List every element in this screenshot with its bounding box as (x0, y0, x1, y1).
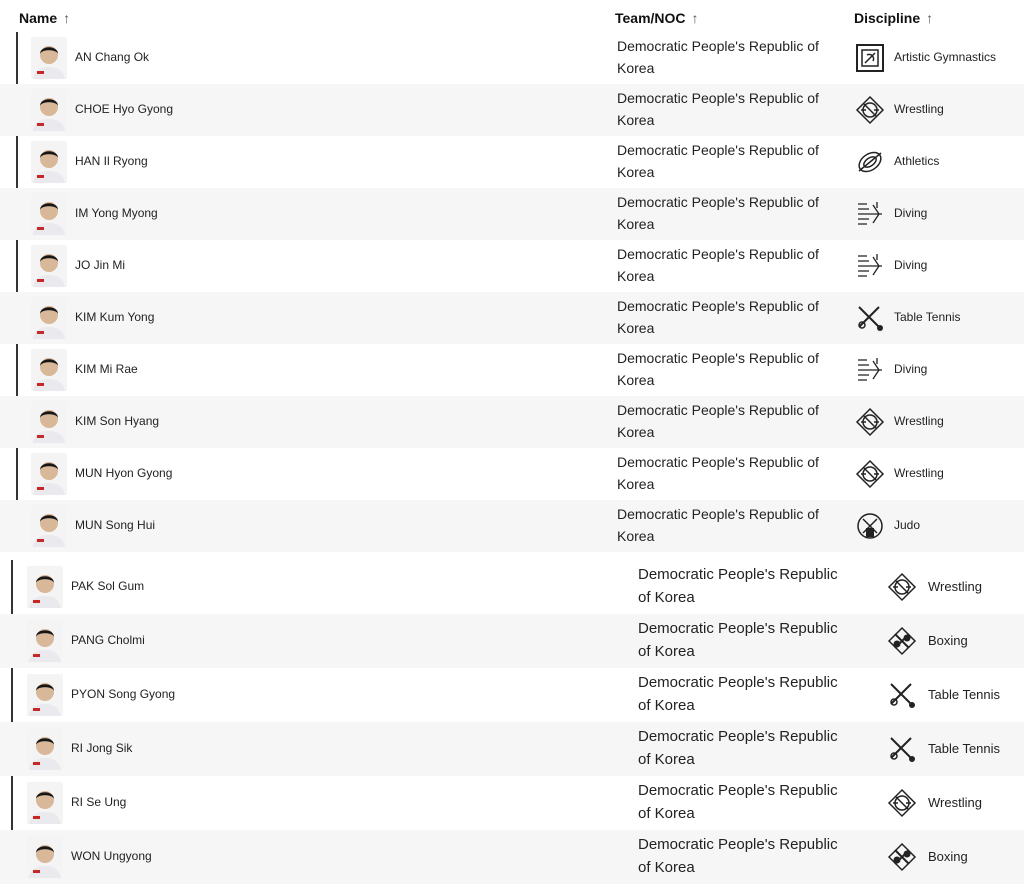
discipline-name: Diving (894, 206, 928, 220)
table-tennis-icon (855, 303, 885, 333)
row-marker-bar (16, 240, 18, 292)
discipline-name: Table Tennis (894, 310, 961, 324)
table-row[interactable] (0, 396, 1024, 448)
wrestling-icon (855, 407, 885, 437)
discipline-column-header[interactable] (854, 10, 933, 26)
table-row[interactable] (0, 668, 1024, 722)
discipline-name: Athletics (894, 154, 940, 168)
discipline-name: Wrestling (928, 795, 982, 810)
wrestling-icon (887, 572, 917, 602)
discipline-name: Wrestling (928, 579, 982, 594)
athlete-name[interactable]: MUN Song Hui (75, 518, 156, 532)
row-marker-bar (16, 344, 18, 396)
artistic-gymnastics-icon (855, 43, 885, 73)
athlete-avatar (31, 245, 67, 287)
row-marker-bar (16, 136, 18, 188)
athlete-name[interactable]: IM Yong Myong (75, 206, 158, 220)
table-row[interactable] (0, 84, 1024, 136)
athlete-avatar (27, 674, 63, 716)
athlete-name[interactable]: HAN Il Ryong (75, 154, 148, 168)
team-noc: Democratic People's Republic of Korea (617, 142, 819, 180)
discipline-header-label: Discipline (854, 10, 921, 26)
wrestling-icon (887, 788, 917, 818)
table-row[interactable] (0, 240, 1024, 292)
athlete-avatar (31, 349, 67, 391)
table-row[interactable] (0, 344, 1024, 396)
team-noc: Democratic People's Republic of Korea (638, 674, 838, 714)
athlete-avatar (31, 37, 67, 79)
athlete-name[interactable]: PANG Cholmi (71, 633, 145, 647)
discipline-name: Diving (894, 258, 928, 272)
athlete-avatar (31, 401, 67, 443)
team-noc: Democratic People's Republic of Korea (638, 566, 838, 606)
table-row[interactable] (0, 292, 1024, 344)
athlete-name[interactable]: PAK Sol Gum (71, 579, 145, 593)
discipline-name: Boxing (928, 849, 968, 864)
athlete-name[interactable]: RI Se Ung (71, 795, 127, 809)
discipline-name: Diving (894, 362, 928, 376)
athlete-name[interactable]: JO Jin Mi (75, 258, 126, 272)
discipline-name: Artistic Gymnastics (894, 50, 997, 64)
team-header-label: Team/NOC (615, 10, 686, 26)
team-noc: Democratic People's Republic of Korea (617, 454, 819, 492)
athlete-avatar (27, 836, 63, 878)
athlete-name[interactable]: RI Jong Sik (71, 741, 133, 755)
athlete-avatar (27, 728, 63, 770)
team-noc: Democratic People's Republic of Korea (617, 194, 819, 232)
discipline-name: Wrestling (894, 466, 944, 480)
table-row[interactable] (0, 136, 1024, 188)
athletics-icon (855, 147, 885, 177)
discipline-name: Wrestling (894, 102, 944, 116)
table-row[interactable] (0, 188, 1024, 240)
row-marker-bar (11, 560, 13, 614)
name-header-label: Name (19, 10, 58, 26)
table-row[interactable] (0, 722, 1024, 776)
team-noc: Democratic People's Republic of Korea (617, 90, 819, 128)
boxing-icon (887, 626, 917, 656)
row-marker-bar (11, 668, 13, 722)
table-row[interactable] (0, 830, 1024, 884)
athlete-name[interactable]: PYON Song Gyong (71, 687, 176, 701)
table-row[interactable] (0, 32, 1024, 84)
row-marker-bar (11, 776, 13, 830)
team-noc: Democratic People's Republic of Korea (617, 506, 819, 544)
team-noc: Democratic People's Republic of Korea (617, 402, 819, 440)
discipline-name: Boxing (928, 633, 968, 648)
diving-icon (855, 199, 885, 229)
athlete-name[interactable]: MUN Hyon Gyong (75, 466, 173, 480)
table-row[interactable] (0, 500, 1024, 552)
team-noc: Democratic People's Republic of Korea (638, 728, 838, 768)
athlete-avatar (31, 297, 67, 339)
athlete-name[interactable]: KIM Mi Rae (75, 362, 138, 376)
discipline-name: Table Tennis (928, 741, 1001, 756)
wrestling-icon (855, 459, 885, 489)
athlete-name[interactable]: AN Chang Ok (75, 50, 150, 64)
sort-ascending-icon: ↑ (926, 10, 934, 26)
table-row[interactable] (0, 448, 1024, 500)
team-column-header[interactable] (615, 10, 699, 26)
athlete-name[interactable]: KIM Son Hyang (75, 414, 160, 428)
table-header (0, 0, 1024, 34)
athlete-name[interactable]: WON Ungyong (71, 849, 152, 863)
boxing-icon (887, 842, 917, 872)
sort-ascending-icon: ↑ (63, 10, 71, 26)
athlete-avatar (31, 193, 67, 235)
row-marker-bar (16, 448, 18, 500)
row-marker-bar (16, 32, 18, 84)
athlete-avatar (31, 505, 67, 547)
team-noc: Democratic People's Republic of Korea (617, 38, 819, 76)
athlete-avatar (27, 782, 63, 824)
athlete-avatar (27, 620, 63, 662)
athlete-avatar (27, 566, 63, 608)
diving-icon (855, 251, 885, 281)
team-noc: Democratic People's Republic of Korea (638, 782, 838, 822)
wrestling-icon (855, 95, 885, 125)
athlete-name[interactable]: CHOE Hyo Gyong (75, 102, 174, 116)
table-row[interactable] (0, 614, 1024, 668)
table-row[interactable] (0, 560, 1024, 614)
discipline-name: Judo (894, 518, 921, 532)
sort-ascending-icon: ↑ (691, 10, 699, 26)
judo-icon (855, 511, 885, 541)
table-tennis-icon (887, 734, 917, 764)
diving-icon (855, 355, 885, 385)
athlete-name[interactable]: KIM Kum Yong (75, 310, 155, 324)
table-tennis-icon (887, 680, 917, 710)
name-column-header[interactable] (19, 10, 70, 26)
team-noc: Democratic People's Republic of Korea (617, 246, 819, 284)
team-noc: Democratic People's Republic of Korea (638, 836, 838, 876)
athlete-avatar (31, 141, 67, 183)
discipline-name: Table Tennis (928, 687, 1001, 702)
table-row[interactable] (0, 776, 1024, 830)
team-noc: Democratic People's Republic of Korea (638, 620, 838, 660)
discipline-name: Wrestling (894, 414, 944, 428)
athlete-avatar (31, 453, 67, 495)
athlete-avatar (31, 89, 67, 131)
team-noc: Democratic People's Republic of Korea (617, 350, 819, 388)
team-noc: Democratic People's Republic of Korea (617, 298, 819, 336)
